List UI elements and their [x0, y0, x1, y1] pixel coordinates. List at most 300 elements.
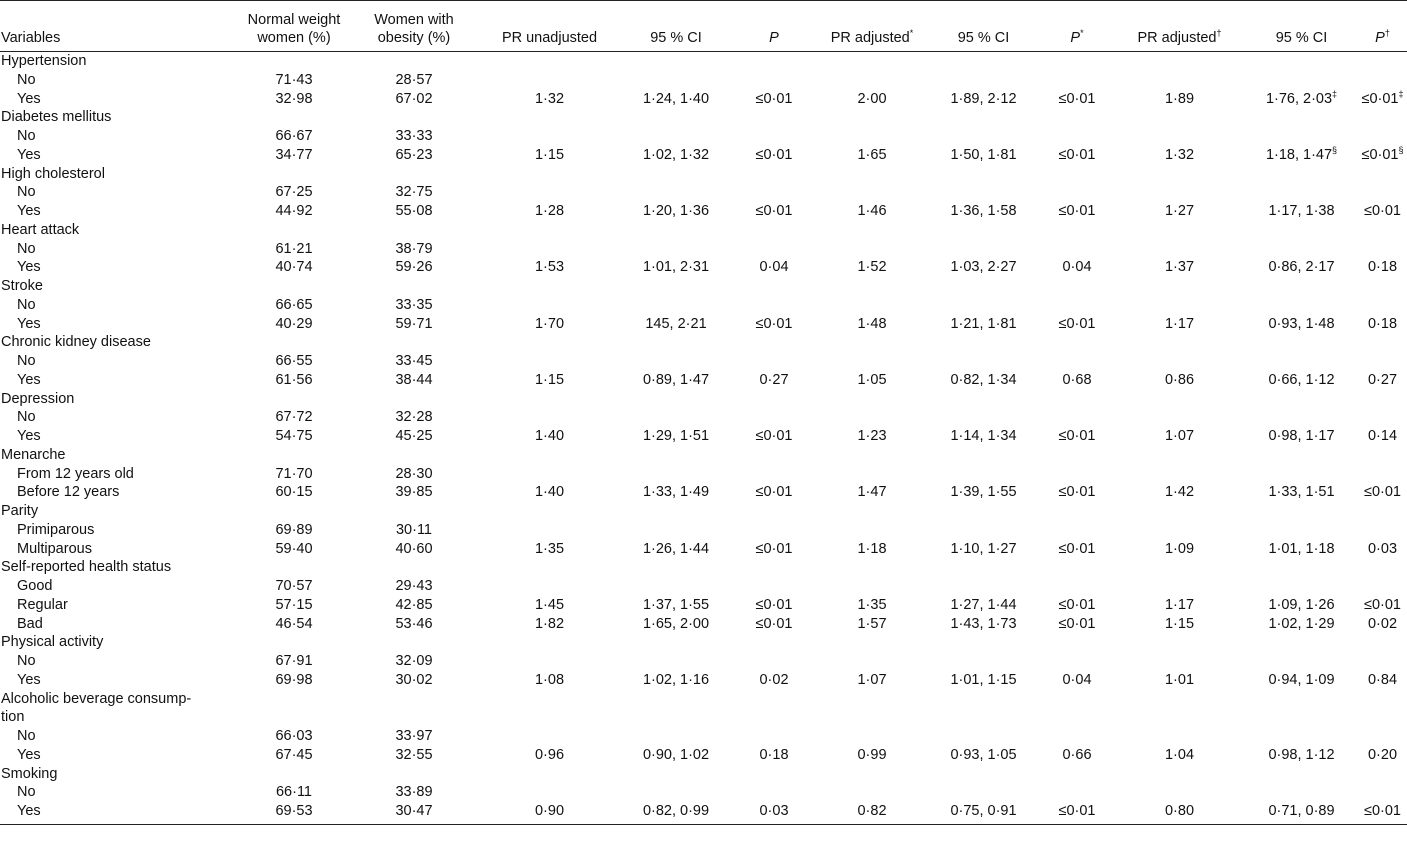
cell-normal-weight	[238, 277, 350, 296]
cell-pr-adjusted	[817, 633, 927, 652]
cell-normal-weight: 67·45	[275, 746, 313, 763]
cell-pr-adjusted-2: 1·42	[1164, 484, 1195, 501]
cell-obesity	[350, 633, 478, 652]
cell-pr-adjusted-2: 1·07	[1164, 428, 1195, 444]
cell-pr-adjusted-2: 1·37	[1164, 259, 1195, 276]
cell-p-star	[1040, 221, 1114, 240]
group-row	[0, 221, 1407, 240]
cell-p-star	[1040, 558, 1114, 577]
table-row	[0, 783, 1407, 802]
cell-ci-3: 1·33, 1·51	[1268, 484, 1335, 501]
group-row	[0, 502, 1407, 521]
table-row	[0, 371, 1407, 390]
cell-pr-adjusted	[817, 783, 927, 802]
cell-pr-adjusted	[817, 577, 927, 596]
cell-obesity: 42·85	[395, 596, 433, 613]
group-label: Hypertension	[1, 53, 87, 69]
cell-p-dagger	[1358, 633, 1407, 652]
cell-p-star: ≤0·01	[1058, 90, 1096, 107]
cell-pr-adjusted-2: 1·32	[1164, 146, 1195, 163]
cell-normal-weight	[238, 446, 350, 465]
cell-pr-unadjusted	[478, 446, 621, 465]
cell-p-dagger	[1358, 690, 1407, 709]
cell-ci-1: 1·65, 2·00	[642, 615, 710, 632]
cell-pr-adjusted: 0·82	[857, 803, 887, 819]
header-p-dagger: P†	[1375, 28, 1390, 46]
cell-pr-unadjusted	[478, 465, 621, 484]
cell-p-1: ≤0·01	[755, 484, 793, 501]
cell-obesity: 32·55	[395, 746, 433, 763]
row-label: No	[17, 71, 36, 88]
cell-ci-1	[621, 390, 731, 409]
cell-pr-adjusted-2: 1·15	[1164, 615, 1195, 632]
cell-ci-3: 1·17, 1·38	[1268, 203, 1335, 219]
group-label: Alcoholic beverage consump-	[1, 690, 192, 707]
cell-normal-weight	[238, 633, 350, 652]
row-label: No	[17, 353, 36, 369]
cell-obesity: 33·97	[395, 728, 433, 744]
cell-normal-weight: 44·92	[275, 203, 313, 219]
cell-pr-adjusted	[817, 108, 927, 127]
table-row	[0, 258, 1407, 277]
cell-p-star: ≤0·01	[1058, 315, 1096, 332]
cell-pr-unadjusted	[478, 165, 621, 184]
cell-p-1	[731, 127, 817, 146]
group-row	[0, 633, 1407, 652]
cell-ci-1: 1·24, 1·40	[642, 90, 710, 107]
cell-ci-3	[1245, 783, 1358, 802]
table-row	[0, 90, 1407, 109]
cell-pr-unadjusted: 0·90	[534, 803, 565, 819]
cell-p-dagger	[1358, 71, 1407, 90]
cell-ci-1	[621, 127, 731, 146]
cell-normal-weight	[238, 390, 350, 409]
cell-p-dagger: 0·18	[1367, 259, 1398, 276]
cell-p-dagger	[1358, 277, 1407, 296]
bottom-rule	[0, 824, 1407, 825]
cell-p-star	[1040, 652, 1114, 671]
cell-ci-3	[1245, 183, 1358, 202]
cell-ci-1	[621, 502, 731, 521]
table-body	[0, 52, 1407, 823]
cell-pr-unadjusted	[478, 708, 621, 727]
group-label: Smoking	[1, 765, 58, 782]
table-row	[0, 352, 1407, 371]
cell-pr-adjusted: 2·00	[857, 90, 887, 107]
cell-ci-1	[621, 352, 731, 371]
table-row	[0, 521, 1407, 540]
cell-obesity	[350, 165, 478, 184]
table-row	[0, 427, 1407, 446]
cell-normal-weight: 66·55	[275, 353, 313, 369]
row-label: Good	[17, 578, 53, 594]
cell-pr-adjusted: 1·52	[857, 259, 887, 276]
cell-p-star: 0·04	[1062, 259, 1092, 276]
cell-ci-2	[927, 183, 1040, 202]
cell-ci-3	[1245, 52, 1358, 71]
cell-ci-3: 0·93, 1·48	[1268, 315, 1335, 332]
cell-ci-2: 0·75, 0·91	[950, 803, 1017, 819]
cell-pr-unadjusted	[478, 221, 621, 240]
cell-p-dagger: ≤0·01	[1364, 803, 1401, 819]
row-label: Yes	[17, 671, 41, 688]
cell-obesity	[350, 221, 478, 240]
cell-ci-2	[927, 165, 1040, 184]
row-label: No	[17, 240, 36, 257]
cell-pr-adjusted-2	[1114, 240, 1245, 259]
cell-ci-3	[1245, 558, 1358, 577]
table-row	[0, 746, 1407, 765]
cell-ci-2: 1·36, 1·58	[950, 203, 1017, 219]
cell-ci-3	[1245, 633, 1358, 652]
cell-normal-weight: 71·70	[275, 465, 313, 482]
cell-p-1	[731, 558, 817, 577]
cell-normal-weight	[238, 558, 350, 577]
cell-p-star: 0·66	[1062, 746, 1092, 763]
cell-normal-weight: 70·57	[275, 578, 313, 594]
cell-ci-2	[927, 652, 1040, 671]
cell-pr-adjusted	[817, 652, 927, 671]
cell-ci-2	[927, 352, 1040, 371]
cell-ci-2	[927, 465, 1040, 484]
cell-ci-1	[621, 783, 731, 802]
cell-p-star: ≤0·01	[1058, 803, 1096, 819]
cell-ci-1: 0·89, 1·47	[642, 371, 710, 388]
cell-pr-adjusted-2	[1114, 71, 1245, 90]
table-row	[0, 652, 1407, 671]
cell-obesity	[350, 52, 478, 71]
cell-ci-2	[927, 71, 1040, 90]
cell-p-star: ≤0·01	[1058, 146, 1096, 163]
cell-p-star	[1040, 277, 1114, 296]
cell-p-dagger	[1358, 652, 1407, 671]
cell-p-1	[731, 708, 817, 727]
cell-ci-3	[1245, 521, 1358, 540]
cell-ci-1	[621, 708, 731, 727]
table-row	[0, 71, 1407, 90]
cell-ci-2	[927, 521, 1040, 540]
cell-ci-2	[927, 558, 1040, 577]
cell-pr-adjusted-2	[1114, 652, 1245, 671]
header-variables: Variables	[1, 30, 61, 46]
cell-normal-weight: 59·40	[275, 540, 313, 557]
cell-pr-adjusted	[817, 52, 927, 71]
cell-pr-adjusted-2	[1114, 333, 1245, 352]
cell-p-1: ≤0·01	[755, 90, 793, 107]
cell-normal-weight: 67·25	[275, 184, 313, 201]
cell-pr-adjusted	[817, 240, 927, 259]
cell-pr-adjusted	[817, 558, 927, 577]
cell-ci-1	[621, 108, 731, 127]
cell-ci-1	[621, 690, 731, 709]
cell-pr-unadjusted: 1·15	[534, 146, 565, 163]
cell-obesity	[350, 277, 478, 296]
cell-ci-1: 0·90, 1·02	[642, 746, 710, 763]
cell-p-dagger	[1358, 577, 1407, 596]
cell-pr-adjusted: 1·35	[857, 596, 887, 613]
cell-p-dagger: ≤0·01	[1364, 596, 1401, 613]
cell-pr-unadjusted	[478, 633, 621, 652]
cell-p-1	[731, 183, 817, 202]
group-label: Chronic kidney disease	[1, 334, 151, 351]
header-pr-adjusted-star: PR adjusted*	[830, 28, 914, 46]
table-row	[0, 465, 1407, 484]
cell-pr-adjusted	[817, 708, 927, 727]
cell-obesity: 28·57	[395, 71, 433, 88]
table-row	[0, 802, 1407, 823]
cell-pr-adjusted-2	[1114, 765, 1245, 784]
group-label: Diabetes mellitus	[1, 109, 112, 126]
cell-pr-adjusted	[817, 502, 927, 521]
cell-ci-3	[1245, 465, 1358, 484]
cell-p-1	[731, 165, 817, 184]
header-ci-3: 95 % CI	[1275, 30, 1328, 46]
cell-pr-unadjusted: 1·28	[534, 203, 565, 219]
cell-p-1: 0·18	[759, 746, 789, 763]
group-label: Physical activity	[1, 634, 104, 651]
cell-ci-3	[1245, 108, 1358, 127]
cell-ci-2	[927, 727, 1040, 746]
cell-pr-adjusted-2	[1114, 558, 1245, 577]
cell-p-star: ≤0·01	[1058, 540, 1096, 557]
cell-p-1	[731, 502, 817, 521]
cell-ci-3: 0·86, 2·17	[1268, 259, 1335, 276]
cell-obesity: 53·46	[395, 615, 433, 632]
cell-ci-1: 1·26, 1·44	[642, 540, 710, 557]
cell-p-dagger: 0·03	[1367, 540, 1398, 557]
cell-p-1	[731, 71, 817, 90]
cell-p-dagger	[1358, 333, 1407, 352]
cell-ci-3: 0·66, 1·12	[1268, 371, 1335, 388]
cell-ci-2: 1·43, 1·73	[950, 615, 1017, 632]
cell-p-1	[731, 221, 817, 240]
cell-ci-3	[1245, 408, 1358, 427]
cell-p-star	[1040, 465, 1114, 484]
cell-p-dagger: 0·20	[1367, 746, 1398, 763]
cell-p-star: ≤0·01	[1058, 615, 1096, 632]
cell-pr-adjusted-2	[1114, 390, 1245, 409]
cell-p-dagger: 0·27	[1367, 371, 1398, 388]
cell-p-star: 0·68	[1062, 371, 1092, 388]
row-label: Yes	[17, 428, 41, 444]
cell-pr-adjusted-2	[1114, 296, 1245, 315]
cell-normal-weight: 67·72	[275, 409, 313, 426]
cell-normal-weight: 34·77	[275, 146, 313, 163]
row-label: Regular	[17, 596, 68, 613]
cell-ci-1	[621, 577, 731, 596]
cell-ci-1	[621, 221, 731, 240]
cell-obesity: 33·35	[395, 296, 433, 313]
cell-obesity	[350, 690, 478, 709]
cell-ci-2	[927, 708, 1040, 727]
cell-normal-weight: 69·98	[275, 671, 313, 688]
cell-p-1: ≤0·01	[755, 596, 793, 613]
header-p-star: P*	[1070, 28, 1084, 46]
table-row	[0, 615, 1407, 634]
group-label: Heart attack	[1, 221, 80, 238]
cell-p-dagger	[1358, 52, 1407, 71]
cell-p-1	[731, 652, 817, 671]
cell-ci-2	[927, 333, 1040, 352]
group-row	[0, 165, 1407, 184]
cell-normal-weight	[238, 52, 350, 71]
row-label: No	[17, 728, 36, 744]
cell-pr-adjusted-2	[1114, 221, 1245, 240]
cell-obesity: 59·71	[395, 315, 433, 332]
row-label: Yes	[17, 371, 41, 388]
cell-p-dagger	[1358, 296, 1407, 315]
cell-pr-adjusted-2	[1114, 521, 1245, 540]
cell-ci-1	[621, 521, 731, 540]
table-header	[0, 1, 1407, 52]
cell-p-1	[731, 521, 817, 540]
cell-ci-2: 1·39, 1·55	[950, 484, 1017, 501]
cell-ci-2: 1·89, 2·12	[950, 90, 1017, 107]
cell-p-star	[1040, 633, 1114, 652]
cell-obesity: 59·26	[395, 259, 433, 276]
cell-p-1	[731, 352, 817, 371]
table-row	[0, 296, 1407, 315]
cell-ci-2	[927, 446, 1040, 465]
cell-p-dagger	[1358, 127, 1407, 146]
cell-p-star: 0·04	[1062, 671, 1092, 688]
cell-obesity	[350, 390, 478, 409]
cell-pr-adjusted-2	[1114, 465, 1245, 484]
cell-ci-2	[927, 127, 1040, 146]
cell-pr-adjusted-2	[1114, 708, 1245, 727]
row-label: Yes	[17, 90, 41, 107]
cell-p-1	[731, 52, 817, 71]
cell-pr-adjusted: 1·23	[857, 428, 887, 444]
cell-pr-unadjusted: 1·40	[534, 484, 565, 501]
row-label: Yes	[17, 315, 41, 332]
cell-normal-weight	[238, 221, 350, 240]
cell-pr-unadjusted	[478, 352, 621, 371]
cell-ci-1	[621, 727, 731, 746]
cell-ci-3	[1245, 240, 1358, 259]
cell-p-1	[731, 633, 817, 652]
cell-pr-unadjusted	[478, 71, 621, 90]
row-label: Primiparous	[17, 521, 95, 538]
cell-p-dagger	[1358, 765, 1407, 784]
cell-p-star	[1040, 183, 1114, 202]
cell-ci-3: 1·01, 1·18	[1268, 540, 1335, 557]
cell-obesity	[350, 558, 478, 577]
cell-ci-2: 0·93, 1·05	[950, 746, 1017, 763]
cell-normal-weight: 54·75	[275, 428, 313, 444]
cell-ci-3	[1245, 352, 1358, 371]
cell-pr-unadjusted	[478, 690, 621, 709]
cell-p-dagger	[1358, 465, 1407, 484]
cell-obesity: 33·45	[395, 353, 433, 369]
cell-ci-1	[621, 558, 731, 577]
cell-normal-weight: 40·29	[275, 315, 313, 332]
table-row	[0, 315, 1407, 334]
cell-normal-weight: 32·98	[275, 90, 313, 107]
cell-pr-adjusted-2: 1·17	[1164, 596, 1195, 613]
group-row	[0, 277, 1407, 296]
cell-pr-adjusted-2	[1114, 108, 1245, 127]
cell-pr-adjusted	[817, 333, 927, 352]
cell-ci-3	[1245, 165, 1358, 184]
cell-pr-adjusted-2	[1114, 727, 1245, 746]
cell-ci-1	[621, 52, 731, 71]
cell-p-1: ≤0·01	[755, 315, 793, 332]
cell-p-star	[1040, 727, 1114, 746]
cell-pr-unadjusted: 0·96	[534, 746, 565, 763]
cell-pr-adjusted	[817, 352, 927, 371]
cell-pr-adjusted-2	[1114, 127, 1245, 146]
cell-pr-adjusted-2	[1114, 52, 1245, 71]
cell-p-1: ≤0·01	[755, 615, 793, 632]
header-p-1: P	[769, 30, 779, 46]
cell-p-1	[731, 465, 817, 484]
cell-ci-1	[621, 408, 731, 427]
cell-p-star	[1040, 165, 1114, 184]
cell-pr-adjusted-2	[1114, 783, 1245, 802]
cell-p-1	[731, 277, 817, 296]
cell-pr-adjusted-2: 1·89	[1164, 90, 1195, 107]
cell-pr-adjusted	[817, 521, 927, 540]
group-row	[0, 690, 1407, 709]
table-row	[0, 596, 1407, 615]
cell-pr-unadjusted	[478, 52, 621, 71]
cell-pr-adjusted: 1·47	[857, 484, 887, 501]
cell-pr-adjusted-2	[1114, 165, 1245, 184]
cell-pr-adjusted: 1·18	[857, 540, 887, 557]
cell-p-star	[1040, 765, 1114, 784]
cell-p-1	[731, 390, 817, 409]
cell-p-star	[1040, 390, 1114, 409]
row-label: Yes	[17, 259, 41, 276]
cell-ci-1: 1·29, 1·51	[642, 428, 710, 444]
cell-obesity: 28·30	[395, 465, 433, 482]
cell-ci-3	[1245, 71, 1358, 90]
cell-pr-unadjusted: 1·70	[534, 315, 565, 332]
cell-p-dagger	[1358, 502, 1407, 521]
group-label: tion	[1, 709, 25, 726]
cell-p-star	[1040, 333, 1114, 352]
group-row	[0, 108, 1407, 127]
cell-p-dagger	[1358, 521, 1407, 540]
cell-p-dagger	[1358, 165, 1407, 184]
cell-ci-3	[1245, 577, 1358, 596]
header-ci-2: 95 % CI	[957, 30, 1010, 46]
cell-pr-unadjusted	[478, 727, 621, 746]
row-label: From 12 years old	[17, 465, 134, 482]
group-row	[0, 52, 1407, 71]
cell-p-star	[1040, 52, 1114, 71]
cell-normal-weight	[238, 165, 350, 184]
cell-p-1	[731, 690, 817, 709]
cell-pr-unadjusted	[478, 296, 621, 315]
group-row	[0, 333, 1407, 352]
cell-pr-adjusted	[817, 446, 927, 465]
cell-p-dagger	[1358, 558, 1407, 577]
cell-p-dagger: 0·14	[1367, 428, 1398, 444]
cell-ci-3	[1245, 127, 1358, 146]
cell-p-star	[1040, 352, 1114, 371]
cell-obesity: 32·28	[395, 409, 433, 426]
row-label: No	[17, 296, 36, 313]
footnote-mark: ‡	[1332, 88, 1338, 99]
cell-p-1	[731, 240, 817, 259]
cell-ci-1	[621, 446, 731, 465]
cell-pr-unadjusted	[478, 333, 621, 352]
cell-ci-2: 1·21, 1·81	[950, 315, 1017, 332]
cell-pr-unadjusted	[478, 577, 621, 596]
cell-p-star	[1040, 502, 1114, 521]
